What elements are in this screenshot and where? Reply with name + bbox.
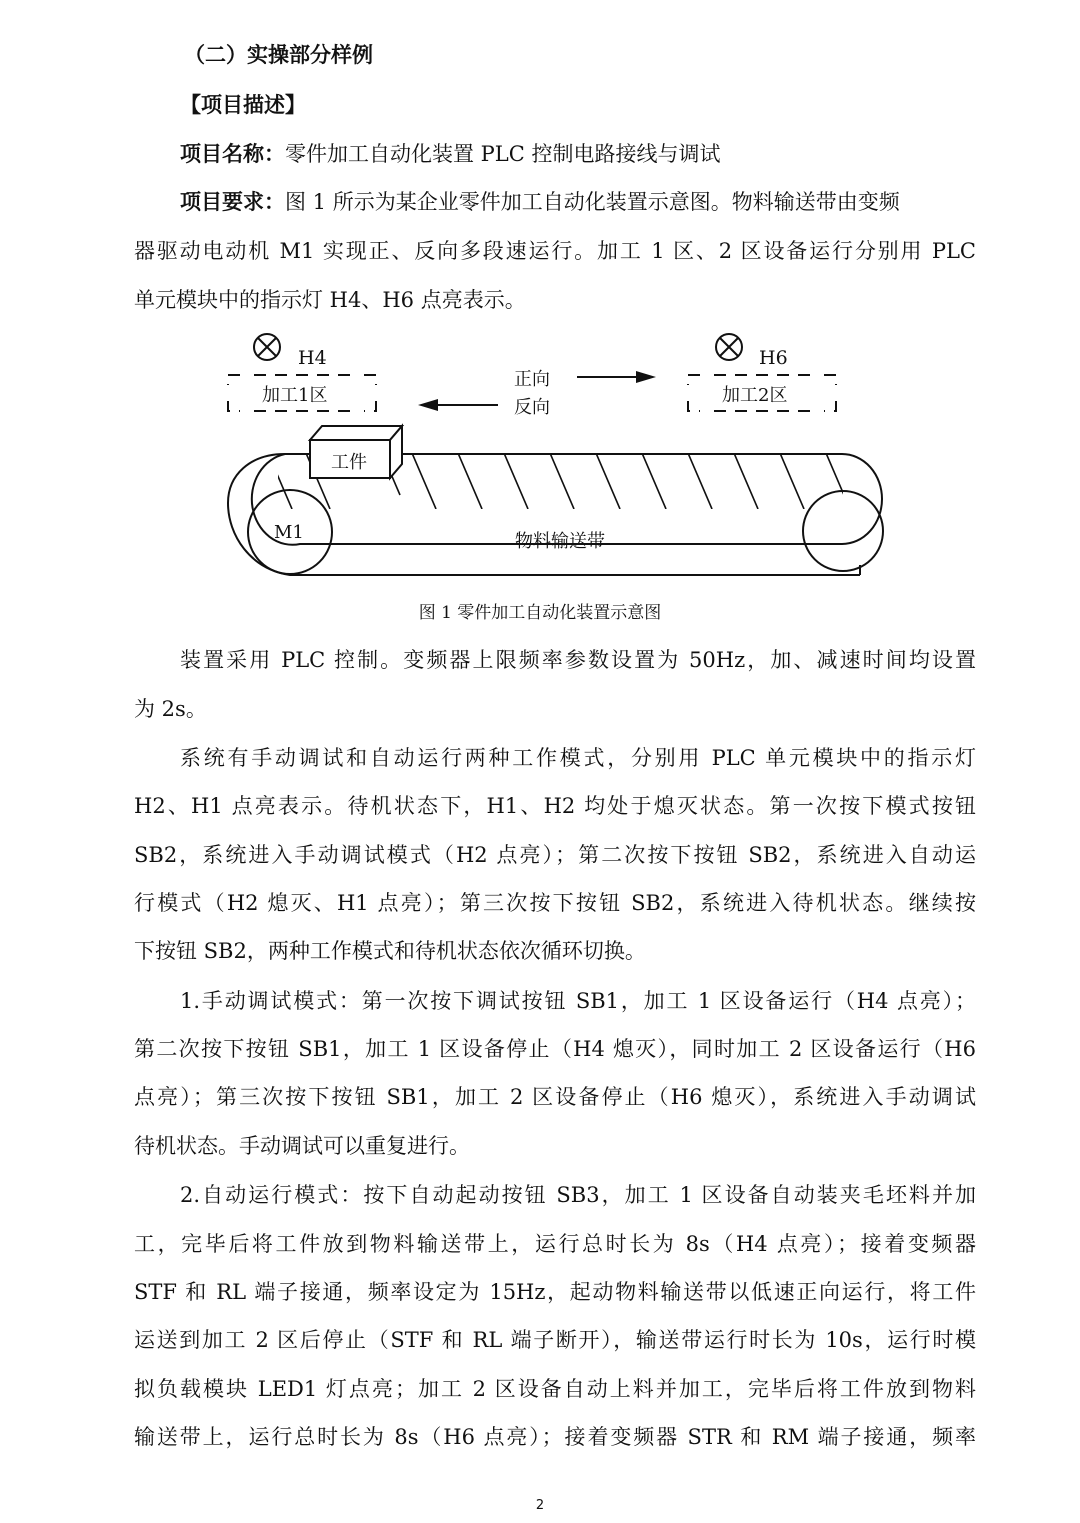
requirement-text-1: 图 1 所示为某企业零件加工自动化装置示意图。物料输送带由变频 xyxy=(285,190,900,214)
paragraph-1-line-1: 装置采用 PLC 控制。变频器上限频率参数设置为 50Hz，加、减速时间均设置 xyxy=(180,648,976,672)
lamp-h6-label: H6 xyxy=(759,347,788,369)
paragraph-4-line-1: 2.自动运行模式：按下自动起动按钮 SB3，加工 1 区设备自动装夹毛坯料并加 xyxy=(180,1183,976,1207)
project-name-line xyxy=(180,139,1022,169)
forward-arrowhead xyxy=(636,371,656,383)
lamp-h6-icon xyxy=(716,334,742,360)
paragraph-4-line-5: 拟负载模块 LED1 灯点亮；加工 2 区设备自动上料并加工，完毕后将工件放到物料 xyxy=(134,1377,976,1401)
paragraph-3-line-3: 点亮）；第三次按下按钮 SB1，加工 2 区设备停止（H6 熄灭），系统进入手动调试 xyxy=(134,1085,976,1109)
requirement-label: 项目要求： xyxy=(180,190,285,214)
figure-conveyor-diagram xyxy=(0,325,1080,595)
paragraph-3-line-2: 第二次按下按钮 SB1，加工 1 区设备停止（H4 熄灭），同时加工 2 区设备运行（H6 xyxy=(134,1037,976,1061)
zone-1-label: 加工1区 xyxy=(262,385,328,406)
paragraph-4-line-2: 工，完毕后将工件放到物料输送带上，运行总时长为 8s（H4 点亮）；接着变频器 xyxy=(134,1232,976,1256)
paragraph-2-line-5: 下按钮 SB2，两种工作模式和待机状态依次循环切换。 xyxy=(134,939,646,963)
requirement-line-2: 器驱动电动机 M1 实现正、反向多段速运行。加工 1 区、2 区设备运行分别用 PLC xyxy=(134,239,976,263)
paragraph-2-line-1: 系统有手动调试和自动运行两种工作模式，分别用 PLC 单元模块中的指示灯 xyxy=(180,746,976,770)
forward-label: 正向 xyxy=(514,369,550,390)
paragraph-4-line-4: 运送到加工 2 区后停止（STF 和 RL 端子断开），输送带运行时长为 10s，运行时模 xyxy=(134,1328,976,1352)
paragraph-1-line-2: 为 2s。 xyxy=(134,697,207,721)
lamp-h4-label: H4 xyxy=(298,347,327,369)
section-heading: （二）实操部分样例 xyxy=(184,43,373,67)
reverse-label: 反向 xyxy=(514,397,550,418)
paragraph-3-line-1: 1.手动调试模式：第一次按下调试按钮 SB1，加工 1 区设备运行（H4 点亮）； xyxy=(180,989,976,1013)
paragraph-2-line-4: 行模式（H2 熄灭、H1 点亮）；第三次按下按钮 SB2，系统进入待机状态。继续按 xyxy=(134,891,976,915)
section-subheading: 【项目描述】 xyxy=(180,93,306,117)
reverse-arrowhead xyxy=(418,399,438,411)
motor-label: M1 xyxy=(274,522,304,543)
lamp-h4-icon xyxy=(254,334,280,360)
project-name-label: 项目名称： xyxy=(180,142,285,166)
requirement-line-1 xyxy=(180,187,976,217)
paragraph-2-line-3: SB2，系统进入手动调试模式（H2 点亮）；第二次按下按钮 SB2，系统进入自动运 xyxy=(134,843,976,867)
paragraph-2-line-2: H2、H1 点亮表示。待机状态下，H1、H2 均处于熄灭状态。第一次按下模式按钮 xyxy=(134,794,976,818)
zone-2-label: 加工2区 xyxy=(722,385,788,406)
paragraph-4-line-6: 输送带上，运行总时长为 8s（H6 点亮）；接着变频器 STR 和 RM 端子接通，频率 xyxy=(134,1425,976,1449)
requirement-line-3: 单元模块中的指示灯 H4、H6 点亮表示。 xyxy=(134,288,526,312)
page-number: 2 xyxy=(535,1498,545,1513)
paragraph-3-line-4: 待机状态。手动调试可以重复进行。 xyxy=(134,1134,470,1158)
figure-caption: 图 1 零件加工自动化装置示意图 xyxy=(418,603,662,623)
workpiece-label: 工件 xyxy=(331,452,367,473)
belt-label: 物料输送带 xyxy=(515,531,605,552)
project-name: 零件加工自动化装置 PLC 控制电路接线与调试 xyxy=(285,142,721,166)
paragraph-4-line-3: STF 和 RL 端子接通，频率设定为 15Hz，起动物料输送带以低速正向运行，将工件 xyxy=(134,1280,976,1304)
